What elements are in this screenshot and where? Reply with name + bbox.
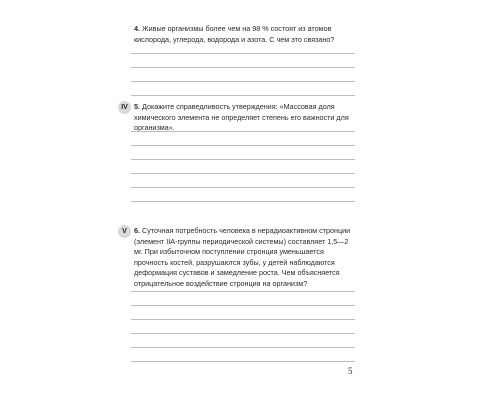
answer-line[interactable]: [131, 333, 355, 334]
task-5-text: [134, 102, 358, 134]
task-6: [134, 226, 358, 290]
task-5-number: 5.: [134, 102, 140, 111]
answer-line[interactable]: [131, 305, 355, 306]
page-number: 5: [348, 366, 353, 376]
task-4-question: Живые организмы более чем на 98 % состоят из атомов кислорода, углерода, водорода и азота. С чем это связано?: [134, 24, 335, 44]
answer-line[interactable]: [131, 187, 355, 188]
task-6-question: Суточная потребность человека в нерадиоактивном стронции (элемент IIA-группы периодической системы) составляет 1,5—2 мг. При избыточном поступлении стронция уменьшается прочность костей, разрушаются зубы, у детей наблюдаются деформация суставов и замедление роста. Чем объясняется отрицательное воздействие стронция на организм?: [134, 226, 351, 288]
task-4-number: 4.: [134, 24, 140, 33]
task-4: [134, 24, 358, 45]
answer-line[interactable]: [131, 361, 355, 362]
difficulty-level-badge: V: [118, 225, 131, 238]
answer-line[interactable]: [131, 81, 355, 82]
difficulty-level-badge: IV: [118, 101, 131, 114]
answer-line[interactable]: [131, 131, 355, 132]
answer-line[interactable]: [131, 201, 355, 202]
answer-line[interactable]: [131, 53, 355, 54]
answer-line[interactable]: [131, 95, 355, 96]
answer-line[interactable]: [131, 67, 355, 68]
answer-line[interactable]: [131, 291, 355, 292]
answer-line[interactable]: [131, 173, 355, 174]
task-6-number: 6.: [134, 226, 140, 235]
answer-line[interactable]: [131, 347, 355, 348]
task-6-text: [134, 226, 358, 290]
answer-line[interactable]: [131, 319, 355, 320]
task-4-text: [134, 24, 358, 45]
answer-line[interactable]: [131, 145, 355, 146]
task-5-question: Докажите справедливость утверждения: «Массовая доля химического элемента не определяет степень его важности для организма».: [134, 102, 349, 133]
task-5: [134, 102, 358, 134]
answer-line[interactable]: [131, 159, 355, 160]
